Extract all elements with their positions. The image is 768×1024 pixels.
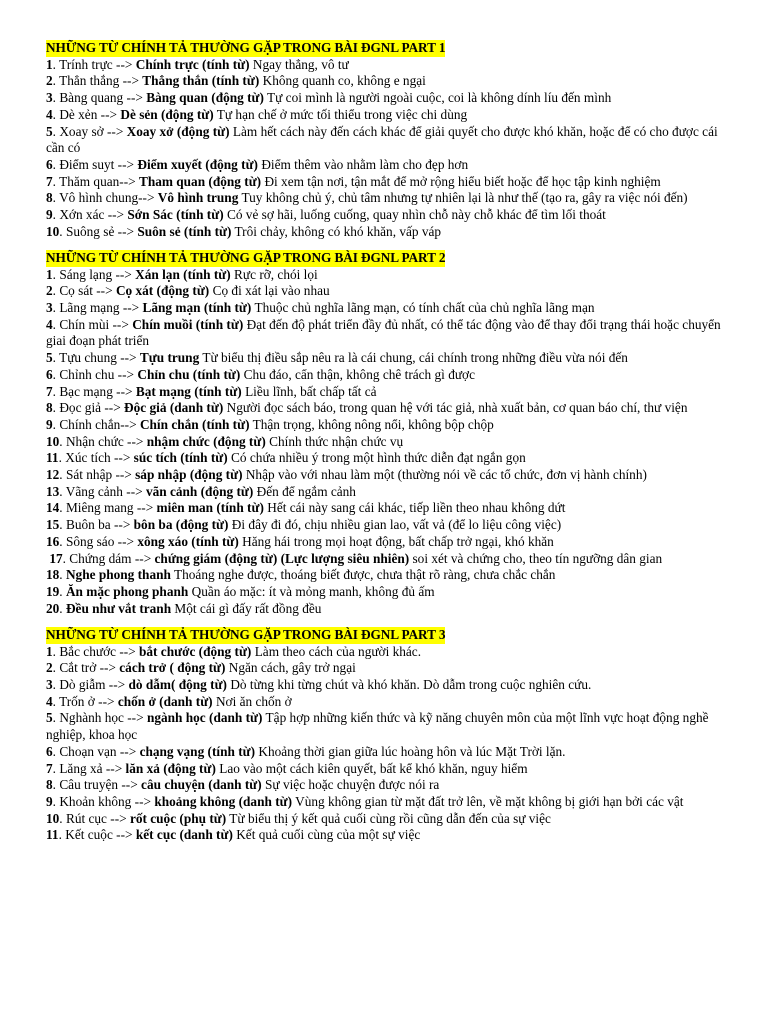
correct-word: Đều như vắt tranh — [65, 600, 172, 616]
list-item: 8. Câu truyện --> câu chuyện (danh từ) Sự việc hoặc chuyện được nói ra — [46, 777, 440, 793]
correct-word: bắt chước (động từ) — [139, 643, 252, 659]
list-item: 20. Đều như vắt tranh Một cái gì đấy rất đồng đều — [46, 600, 322, 616]
misspelled-word: Câu truyện --> — [59, 777, 138, 793]
item-number: 1 — [46, 56, 53, 72]
item-number: 19 — [46, 584, 60, 599]
misspelled-word: Xúc tích --> — [65, 450, 131, 466]
misspelled-word: Trốn ở --> — [59, 693, 115, 709]
correct-word: Suôn sẻ (tính từ) — [137, 223, 232, 239]
correct-word: sáp nhập (động từ) — [135, 467, 243, 483]
item-number: 8 — [46, 190, 53, 206]
correct-word: Xoay xở (động từ) — [126, 123, 230, 139]
list-item: 9. Khoản không --> khoảng không (danh từ) Vùng không gian từ mặt đất trở lên, về mặt không bị giới hạn bởi các vật — [46, 793, 684, 809]
list-item: 13. Vãng cảnh --> vãn cảnh (động từ) Đến để ngắm cảnh — [46, 483, 356, 499]
correct-word: Điểm xuyết (động từ) — [137, 156, 258, 172]
correct-word: Sớn Sác (tính từ) — [127, 207, 224, 223]
list-item: 1. Bắc chước --> bắt chước (động từ) Làm theo cách của người khác. — [46, 643, 422, 659]
misspelled-word: Vãng cảnh --> — [65, 483, 143, 499]
item-number: 9 — [46, 793, 53, 809]
section-part-1 — [46, 40, 724, 240]
correct-word: bôn ba (động từ) — [133, 517, 229, 533]
item-number: 15 — [46, 517, 60, 533]
misspelled-word: Điểm suyt --> — [59, 156, 135, 172]
misspelled-word: Buôn ba --> — [65, 517, 131, 533]
word-meaning: Đi đây đi đó, chịu nhiều gian lao, vất vả (để lo liệu công việc) — [231, 517, 562, 533]
misspelled-word: Nghành học --> — [59, 710, 144, 726]
misspelled-word: Nhận chức --> — [65, 433, 144, 449]
word-meaning: Rực rỡ, chói lọi — [234, 266, 318, 282]
list-item: 6. Điểm suyt --> Điểm xuyết (động từ) Điểm thêm vào nhằm làm cho đẹp hơn — [46, 156, 469, 172]
correct-word: Chín chắn (tính từ) — [139, 416, 250, 432]
word-meaning: Vùng không gian từ mặt đất trở lên, về mặt không bị giới hạn bởi các vật — [295, 793, 684, 809]
item-number: 10 — [46, 433, 60, 449]
list-item: 1. Trính trực --> Chính trực (tính từ) Ngay thẳng, vô tư — [46, 56, 349, 72]
word-meaning: Làm theo cách của người khác. — [254, 643, 422, 659]
correct-word: Lãng mạn (tính từ) — [142, 300, 252, 316]
item-number: 16 — [46, 533, 60, 549]
misspelled-word: Cắt trở --> — [59, 660, 116, 676]
item-number: 7 — [46, 760, 53, 776]
correct-word: dò dẫm( động từ) — [128, 677, 227, 693]
word-meaning: Thuộc chủ nghĩa lãng mạn, có tính chất của chủ nghĩa lãng mạn — [254, 300, 595, 316]
item-number: 11 — [46, 450, 59, 466]
list-item: 17. Chứng dám --> chứng giám (động từ) (Lực lượng siêu nhiên) soi xét và chứng cho, theo tín ngưỡng dân gian — [49, 550, 663, 566]
item-number: 11 — [46, 827, 59, 843]
word-meaning: Ngay thẳng, vô tư — [252, 56, 349, 72]
misspelled-word: Đọc giả --> — [59, 400, 121, 416]
word-meaning: Đạt đến độ phát triển đầy đủ nhất, có thể tác động vào để thay đổi trạng thái hoặc chuyển giai đoạn phát triển — [46, 316, 721, 349]
misspelled-word: Tựu chung --> — [59, 350, 137, 366]
word-meaning: Nơi ăn chốn ở — [215, 693, 292, 709]
list-item: 11. Kết cuộc --> kết cục (danh từ) Kết quả cuối cùng của một sự việc — [46, 827, 421, 843]
word-meaning: Đến để ngắm cảnh — [256, 483, 356, 499]
word-meaning: Từ biểu thị điều sắp nêu ra là cái chung, cái chính trong những điều vừa nói đến — [202, 350, 628, 366]
misspelled-word: Rút cục --> — [65, 810, 127, 826]
correct-word: chứng giám (động từ) (Lực lượng siêu nhiên) — [154, 550, 410, 566]
item-number: 4 — [46, 316, 53, 332]
correct-word: cách trở ( động từ) — [119, 660, 226, 676]
correct-word: Bàng quan (động từ) — [146, 90, 264, 106]
word-meaning: Có vẻ sợ hãi, luống cuống, quay nhìn chỗ này chỗ khác để tìm lối thoát — [226, 207, 606, 223]
correct-word: xông xáo (tính từ) — [137, 533, 239, 549]
list-item: 14. Miêng mang --> miên man (tính từ) Hết cái này sang cái khác, tiếp liền theo nhau không dứt — [46, 500, 566, 516]
misspelled-word: Chín mùi --> — [59, 316, 129, 332]
list-item: 12. Sát nhập --> sáp nhập (động từ) Nhập vào với nhau làm một (thường nói về các tổ chức, đơn vị hành chính) — [46, 467, 647, 483]
item-number: 6 — [46, 156, 53, 172]
section-title: NHỮNG TỪ CHÍNH TẢ THƯỜNG GẶP TRONG BÀI ĐGNL PART 3 — [46, 626, 446, 642]
correct-word: Độc giả (danh từ) — [124, 400, 224, 416]
misspelled-word: Khoản không --> — [59, 793, 152, 809]
word-meaning: Tự hạn chế ở mức tối thiểu trong việc chi dùng — [216, 106, 468, 122]
word-meaning: Không quanh co, không e ngại — [262, 73, 426, 89]
list-item: 18. Nghe phong thanh Thoáng nghe được, thoáng biết được, chưa thật rõ ràng, chưa chắc chắn — [46, 567, 556, 583]
word-meaning: Nhập vào với nhau làm một (thường nói về các tổ chức, đơn vị hành chính) — [245, 467, 647, 483]
correct-word: Chính trực (tính từ) — [135, 56, 250, 72]
word-meaning: Điểm thêm vào nhằm làm cho đẹp hơn — [261, 156, 469, 172]
item-number: 1 — [46, 643, 53, 659]
item-number: 18 — [46, 567, 60, 583]
misspelled-word: Dè xẻn --> — [59, 106, 118, 122]
correct-word: khoảng không (danh từ) — [154, 793, 293, 809]
item-number: 1 — [46, 266, 53, 282]
misspelled-word: Bắc chước --> — [59, 643, 136, 659]
word-meaning: soi xét và chứng cho, theo tín ngưỡng dân gian — [412, 550, 663, 566]
list-item: 19. Ăn mặc phong phanh Quần áo mặc: ít và mỏng manh, không đủ ấm — [46, 584, 435, 599]
list-item: 7. Bạc mạng --> Bạt mạng (tính từ) Liều lĩnh, bất chấp tất cả — [46, 383, 377, 399]
correct-word: rốt cuộc (phụ từ) — [129, 810, 227, 826]
section-part-2 — [46, 250, 724, 617]
item-number: 10 — [46, 810, 60, 826]
list-item: 4. Trốn ở --> chốn ở (danh từ) Nơi ăn chốn ở — [46, 693, 292, 709]
item-number: 5 — [46, 350, 53, 366]
word-meaning: Đi xem tận nơi, tận mắt để mở rộng hiểu biết hoặc để học tập kinh nghiệm — [264, 173, 661, 189]
misspelled-word: Sáng lạng --> — [59, 266, 132, 282]
list-item: 7. Thăm quan--> Tham quan (động từ) Đi xem tận nơi, tận mắt để mở rộng hiểu biết hoặc để học tập kinh nghiệm — [46, 173, 661, 189]
list-item: 10. Rút cục --> rốt cuộc (phụ từ) Từ biểu thị ý kết quả cuối cùng rồi cũng dẫn đến của sự việc — [46, 810, 551, 826]
word-meaning: Dò từng khi từng chút và khó khăn. Dò dẫm trong cuộc nghiên cứu. — [230, 677, 592, 693]
list-item: 2. Cắt trở --> cách trở ( động từ) Ngăn cách, gây trở ngại — [46, 660, 356, 676]
word-meaning: Chu đáo, cẩn thận, không chê trách gì được — [243, 366, 475, 382]
misspelled-word: Xớn xác --> — [59, 207, 125, 223]
item-number: 10 — [46, 223, 60, 239]
misspelled-word: Choạn vạn --> — [59, 743, 137, 759]
item-number: 5 — [46, 710, 53, 726]
word-meaning: Tự coi mình là người ngoài cuộc, coi là không dính líu đến mình — [267, 90, 612, 106]
correct-word: Chín muồi (tính từ) — [132, 316, 244, 332]
correct-word: súc tích (tính từ) — [133, 450, 228, 466]
list-item: 3. Bàng quang --> Bàng quan (động từ) Tự coi mình là người ngoài cuộc, coi là không dính líu đến mình — [46, 90, 612, 106]
word-meaning: Khoảng thời gian giữa lúc hoàng hôn và lúc Mặt Trời lặn. — [258, 743, 566, 759]
correct-word: ngành học (danh từ) — [146, 710, 263, 726]
item-number: 14 — [46, 500, 60, 516]
item-number: 3 — [46, 90, 53, 106]
item-number: 2 — [46, 660, 53, 676]
list-item: 5. Tựu chung --> Tựu trung Từ biểu thị điều sắp nêu ra là cái chung, cái chính trong những điều vừa nói đến — [46, 350, 628, 366]
word-meaning: Làm hết cách này đến cách khác để giải quyết cho được khó khăn, hoặc để có cho được cái cần có — [46, 123, 718, 156]
correct-word: Vô hình trung — [157, 190, 239, 206]
word-meaning: Lao vào một cách kiên quyết, bất kể khó khăn, nguy hiểm — [219, 760, 528, 776]
item-number: 12 — [46, 467, 60, 483]
item-number: 4 — [46, 106, 53, 122]
word-meaning: Chính thức nhận chức vụ — [269, 433, 404, 449]
word-meaning: Hết cái này sang cái khác, tiếp liền theo nhau không dứt — [267, 500, 566, 516]
misspelled-word: Chứng dám --> — [69, 550, 152, 566]
item-number: 2 — [46, 73, 53, 89]
misspelled-word: Bạc mạng --> — [59, 383, 133, 399]
correct-word: chốn ở (danh từ) — [117, 693, 213, 709]
list-item: 6. Chỉnh chu --> Chỉn chu (tính từ) Chu đáo, cẩn thận, không chê trách gì được — [46, 366, 475, 382]
correct-word: nhậm chức (động từ) — [146, 433, 266, 449]
list-item: 15. Buôn ba --> bôn ba (động từ) Đi đây đi đó, chịu nhiều gian lao, vất vả (để lo liệu công việc) — [46, 517, 562, 533]
list-item: 1. Sáng lạng --> Xán lạn (tính từ) Rực rỡ, chói lọi — [46, 266, 318, 282]
item-number: 2 — [46, 283, 53, 299]
correct-word: Dè sẻn (động từ) — [120, 106, 214, 122]
correct-word: lăn xả (động từ) — [125, 760, 216, 776]
correct-word: chạng vạng (tính từ) — [139, 743, 256, 759]
misspelled-word: Dò giẫm --> — [59, 677, 126, 693]
item-number: 6 — [46, 366, 53, 382]
item-number: 7 — [46, 383, 53, 399]
misspelled-word: Kết cuộc --> — [65, 827, 133, 843]
correct-word: Thẳng thắn (tính từ) — [142, 73, 260, 89]
misspelled-word: Thăm quan--> — [59, 173, 136, 189]
item-number: 8 — [46, 400, 53, 416]
correct-word: Bạt mạng (tính từ) — [135, 383, 242, 399]
correct-word: vãn cảnh (động từ) — [145, 483, 254, 499]
word-meaning: Kết quả cuối cùng của một sự việc — [236, 827, 421, 843]
item-number: 4 — [46, 693, 53, 709]
correct-word: Tựu trung — [139, 350, 200, 366]
word-meaning: Hăng hái trong mọi hoạt động, bất chấp trở ngại, khó khăn — [242, 533, 554, 549]
list-item: 10. Nhận chức --> nhậm chức (động từ) Chính thức nhận chức vụ — [46, 433, 404, 449]
list-item: 7. Lăng xả --> lăn xả (động từ) Lao vào một cách kiên quyết, bất kể khó khăn, nguy hiểm — [46, 760, 528, 776]
list-item: 3. Lãng mạng --> Lãng mạn (tính từ) Thuộc chủ nghĩa lãng mạn, có tính chất của chủ nghĩa lãng mạn — [46, 300, 595, 316]
misspelled-word: Sát nhập --> — [65, 467, 132, 483]
item-number: 9 — [46, 416, 53, 432]
misspelled-word: Lãng mạng --> — [59, 300, 140, 316]
misspelled-word: Chỉnh chu --> — [59, 366, 135, 382]
word-meaning: Trôi chảy, không có khó khăn, vấp váp — [234, 223, 442, 239]
list-item: 9. Chính chắn--> Chín chắn (tính từ) Thận trọng, không nông nổi, không bộp chộp — [46, 416, 494, 432]
word-meaning: Người đọc sách báo, trong quan hệ với tác giả, nhà xuất bản, cơ quan báo chí, thư viện — [226, 400, 688, 416]
section-title: NHỮNG TỪ CHÍNH TẢ THƯỜNG GẶP TRONG BÀI ĐGNL PART 2 — [46, 249, 446, 265]
list-item: 8. Vô hình chung--> Vô hình trung Tuy không chủ ý, chủ tâm nhưng tự nhiên lại là như thế (tạo ra, gây ra việc nói đến) — [46, 190, 688, 206]
misspelled-word: Sông sáo --> — [65, 533, 135, 549]
word-meaning: Sự việc hoặc chuyện được nói ra — [265, 777, 440, 793]
word-meaning: Từ biểu thị ý kết quả cuối cùng rồi cũng dẫn đến của sự việc — [229, 810, 551, 826]
correct-word: Chỉn chu (tính từ) — [137, 366, 241, 382]
item-number: 3 — [46, 300, 53, 316]
misspelled-word: Xoay sở --> — [59, 123, 124, 139]
word-meaning: Tập hợp những kiến thức và kỹ năng chuyên môn của một lĩnh vực hoạt động nghề nghiệp, khoa học — [46, 710, 709, 743]
correct-word: kết cục (danh từ) — [135, 827, 233, 843]
list-item: 10. Suông sẻ --> Suôn sẻ (tính từ) Trôi chảy, không có khó khăn, vấp váp — [46, 223, 442, 239]
misspelled-word: Miêng mang --> — [65, 500, 154, 516]
word-meaning: Thoáng nghe được, thoáng biết được, chưa thật rõ ràng, chưa chắc chắn — [174, 567, 556, 583]
item-number: 17 — [49, 550, 63, 566]
section-part-3 — [46, 627, 724, 844]
misspelled-word: Chính chắn--> — [59, 416, 137, 432]
word-meaning: Quần áo mặc: ít và mỏng manh, không đủ ấm — [191, 584, 435, 599]
document-body — [46, 40, 724, 844]
item-number: 6 — [46, 743, 53, 759]
word-meaning: Liều lĩnh, bất chấp tất cả — [245, 383, 377, 399]
correct-word: Cọ xát (động từ) — [115, 283, 210, 299]
list-item: 2. Cọ sát --> Cọ xát (động từ) Cọ đi xát lại vào nhau — [46, 283, 330, 299]
word-meaning: Tuy không chủ ý, chủ tâm nhưng tự nhiên lại là như thế (tạo ra, gây ra việc nói đến) — [241, 190, 688, 206]
list-item: 11. Xúc tích --> súc tích (tính từ) Có chứa nhiều ý trong một hình thức diễn đạt ngắn gọn — [46, 450, 526, 466]
correct-word: Nghe phong thanh — [65, 567, 171, 583]
list-item: 8. Đọc giả --> Độc giả (danh từ) Người đọc sách báo, trong quan hệ với tác giả, nhà xuất bản, cơ quan báo chí, thư viện — [46, 400, 688, 416]
word-meaning: Thận trọng, không nông nổi, không bộp chộp — [252, 416, 494, 432]
list-item: 5. Xoay sở --> Xoay xở (động từ) Làm hết cách này đến cách khác để giải quyết cho được khó khăn, hoặc để có cho được cái cần có — [46, 123, 718, 156]
word-meaning: Một cái gì đấy rất đồng đều — [174, 600, 322, 616]
misspelled-word: Trính trực --> — [59, 56, 133, 72]
item-number: 3 — [46, 677, 53, 693]
item-number: 20 — [46, 600, 60, 616]
misspelled-word: Lăng xả --> — [59, 760, 123, 776]
item-number: 7 — [46, 173, 53, 189]
word-meaning: Có chứa nhiều ý trong một hình thức diễn đạt ngắn gọn — [231, 450, 526, 466]
correct-word: câu chuyện (danh từ) — [141, 777, 262, 793]
misspelled-word: Bàng quang --> — [59, 90, 143, 106]
misspelled-word: Thẳn thắng --> — [59, 73, 139, 89]
correct-word: Xán lạn (tính từ) — [135, 266, 231, 282]
correct-word: Tham quan (động từ) — [138, 173, 262, 189]
item-number: 9 — [46, 207, 53, 223]
item-number: 5 — [46, 123, 53, 139]
correct-word: miên man (tính từ) — [156, 500, 264, 516]
misspelled-word: Suông sẻ --> — [65, 223, 135, 239]
item-number: 13 — [46, 483, 60, 499]
misspelled-word: Cọ sát --> — [59, 283, 113, 299]
item-number: 8 — [46, 777, 53, 793]
list-item: 16. Sông sáo --> xông xáo (tính từ) Hăng hái trong mọi hoạt động, bất chấp trở ngại, khó khăn — [46, 533, 554, 549]
section-title: NHỮNG TỪ CHÍNH TẢ THƯỜNG GẶP TRONG BÀI ĐGNL PART 1 — [46, 40, 446, 55]
list-item: 3. Dò giẫm --> dò dẫm( động từ) Dò từng khi từng chút và khó khăn. Dò dẫm trong cuộc nghiên cứu. — [46, 677, 592, 693]
list-item: 5. Nghành học --> ngành học (danh từ) Tập hợp những kiến thức và kỹ năng chuyên môn của một lĩnh vực hoạt động nghề nghiệp, khoa học — [46, 710, 709, 743]
word-meaning: Cọ đi xát lại vào nhau — [212, 283, 330, 299]
list-item: 9. Xớn xác --> Sớn Sác (tính từ) Có vẻ sợ hãi, luống cuống, quay nhìn chỗ này chỗ khác để tìm lối thoát — [46, 207, 606, 223]
list-item: 2. Thẳn thắng --> Thẳng thắn (tính từ) Không quanh co, không e ngại — [46, 73, 426, 89]
correct-word: Ăn mặc phong phanh — [65, 584, 189, 599]
list-item: 4. Chín mùi --> Chín muồi (tính từ) Đạt đến độ phát triển đầy đủ nhất, có thể tác động vào để thay đổi trạng thái hoặc chuyển giai đoạn phát triển — [46, 316, 721, 349]
list-item: 4. Dè xẻn --> Dè sẻn (động từ) Tự hạn chế ở mức tối thiểu trong việc chi dùng — [46, 106, 468, 122]
misspelled-word: Vô hình chung--> — [59, 190, 155, 206]
list-item: 6. Choạn vạn --> chạng vạng (tính từ) Khoảng thời gian giữa lúc hoàng hôn và lúc Mặt Trời lặn. — [46, 743, 566, 759]
word-meaning: Ngăn cách, gây trở ngại — [228, 660, 356, 676]
